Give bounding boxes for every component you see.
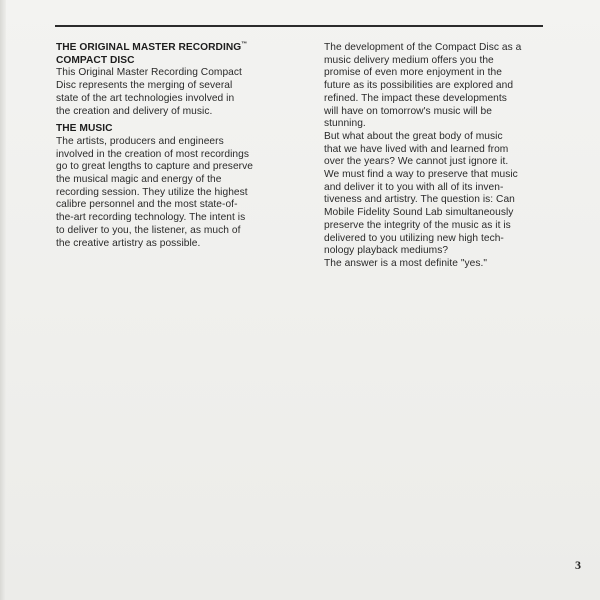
text-line: music delivery medium offers you the: [324, 54, 494, 66]
text-line: the musical magic and energy of the: [56, 174, 222, 186]
text-line: tiveness and artistry. The question is: Can: [324, 194, 515, 206]
text-line: involved in the creation of most recordings: [56, 148, 249, 160]
text-line: the creation and delivery of music.: [56, 105, 213, 117]
text-line: refined. The impact these developments: [324, 92, 507, 104]
text-line: Disc represents the merging of several: [56, 80, 233, 92]
text-line: calibre personnel and the most state-of-: [56, 199, 238, 211]
right-column: [324, 42, 552, 271]
text-line: to deliver to you, the listener, as much of: [56, 224, 241, 236]
heading-the-music: THE MUSIC: [56, 123, 113, 135]
text-line: promise of even more enjoyment in the: [324, 67, 502, 79]
page-number: 3: [575, 558, 581, 572]
left-column: [56, 42, 292, 250]
development-paragraph: [324, 42, 552, 131]
text-line: recording session. They utilize the highest: [56, 186, 248, 198]
text-line: stunning.: [324, 118, 366, 130]
text-line: Mobile Fidelity Sound Lab simultaneously: [324, 207, 514, 219]
text-line: delivered to you utilizing new high tech-: [324, 232, 504, 244]
text-line: will have on tomorrow's music will be: [324, 105, 492, 117]
heading-original-master-recording: [56, 42, 292, 67]
great-body-paragraph: [324, 131, 552, 258]
text-line: and deliver it to you with all of its inven-: [324, 181, 504, 193]
answer-paragraph: [324, 258, 552, 271]
music-paragraph: [56, 136, 292, 250]
text-line: over the years? We cannot just ignore it.: [324, 156, 509, 168]
text-line: The artists, producers and engineers: [56, 135, 224, 147]
text-line: preserve the integrity of the music as it is: [324, 219, 511, 231]
text-line: nology playback mediums?: [324, 245, 449, 257]
heading-line: COMPACT DISC: [56, 54, 135, 66]
text-line: We must find a way to preserve that music: [324, 169, 518, 181]
trademark-mark: ™: [241, 41, 248, 48]
text-line: The answer is a most definite "yes.": [324, 257, 488, 269]
page-spine-shadow: [0, 0, 6, 600]
top-rule: [55, 25, 543, 27]
text-line: The development of the Compact Disc as a: [324, 42, 522, 53]
text-line: that we have lived with and learned from: [324, 143, 509, 155]
intro-paragraph: [56, 67, 292, 118]
text-line: This Original Master Recording Compact: [56, 67, 242, 79]
heading-line: THE ORIGINAL MASTER RECORDING™: [56, 41, 248, 53]
text-line: the-art recording technology. The intent is: [56, 212, 246, 224]
text-line: state of the art technologies involved in: [56, 92, 235, 104]
text-line: the creative artistry as possible.: [56, 237, 201, 249]
text-line: future as its possibilities are explored and: [324, 80, 514, 92]
text-line: But what about the great body of music: [324, 130, 503, 142]
text-line: go to great lengths to capture and preserve: [56, 161, 253, 173]
